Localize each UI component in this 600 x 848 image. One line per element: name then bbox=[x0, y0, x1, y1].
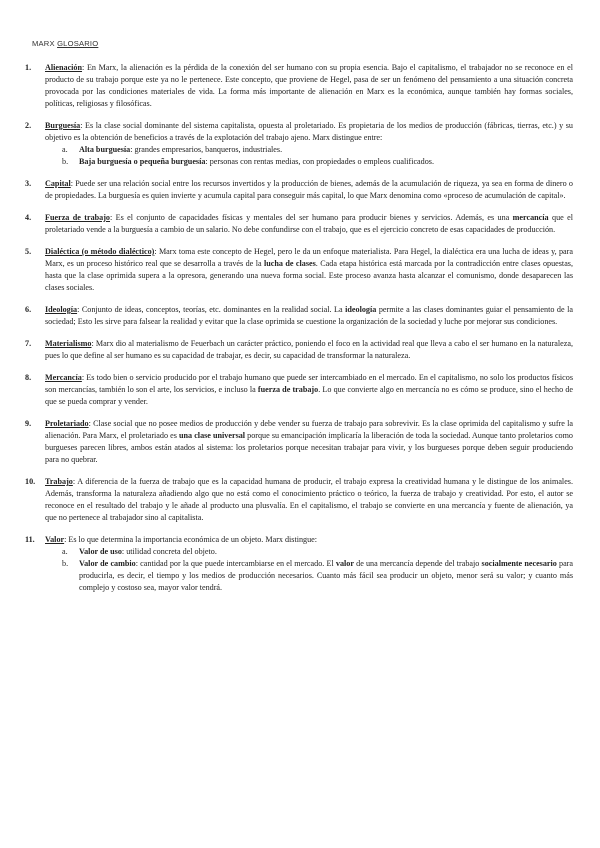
entry-bold: fuerza de trabajo bbox=[257, 385, 319, 394]
sub-text: : personas con rentas medias, con propiedades o empleos cualificados. bbox=[205, 157, 434, 166]
entry-number: 11. bbox=[25, 535, 35, 544]
entry-term: Valor bbox=[45, 535, 65, 544]
entry-body bbox=[45, 338, 573, 362]
entry-number: 2. bbox=[25, 121, 32, 130]
entry-text-2: . Cada etapa histórica está marcada por la contradicción entre clases opuestas, hasta que la clase oprimida supera a la opresora, generando una nueva forma social. Este proceso avanza hasta alcanzar el comunismo, donde desaparecen las clases sociales. bbox=[45, 259, 573, 292]
entry-text: : Es lo que determina la importancia económica de un objeto. Marx distingue: bbox=[64, 535, 318, 544]
entry-bold: mercancía bbox=[512, 213, 549, 222]
entry-body bbox=[45, 476, 573, 524]
entry-text: : Es todo bien o servicio producido por el trabajo humano que puede ser intercambiado en el mercado. En el capitalismo, no solo los productos físicos son mercancías, también lo son el arte, los servicios, e incluso la bbox=[45, 373, 573, 394]
sub-letter: a. bbox=[62, 547, 68, 556]
entry-text: : Conjunto de ideas, conceptos, teorías, etc. dominantes en la realidad social. La bbox=[77, 305, 346, 314]
entry-bold: lucha de clases bbox=[263, 259, 316, 268]
header-glosario: GLOSARIO bbox=[57, 39, 99, 48]
sub-item bbox=[62, 546, 573, 558]
entry-trabajo bbox=[25, 476, 573, 524]
sub-text-3: para producirla, es decir, el tiempo y los medios de producción necesarios. Cuanto más fácil sea producir un objeto, menor será su valor; y cuanto más complejo y costoso sea, mayor valor tendrá. bbox=[79, 559, 573, 592]
entry-number: 4. bbox=[25, 213, 32, 222]
entry-term: Trabajo bbox=[45, 477, 73, 486]
entry-term: Fuerza de trabajo bbox=[45, 213, 110, 222]
entry-number: 7. bbox=[25, 339, 32, 348]
entry-term: Proletariado bbox=[45, 419, 89, 428]
entry-text: : Puede ser una relación social entre los recursos invertidos y la producción de bienes, además de la acumulación de riqueza, ya sea en forma de dinero o de propiedades. La burguesía es quien invierte y acumula capital para conseguir más capital, lo que Marx denomina como «proceso de acumulación de capital». bbox=[45, 179, 573, 200]
entry-text-2: que el proletariado vende a la burguesía a cambio de un salario. No debe confundirse con el trabajo, que es el ejercicio concreto de esas capacidades de producción. bbox=[45, 213, 573, 234]
entry-capital bbox=[25, 178, 573, 202]
entry-number: 9. bbox=[25, 419, 32, 428]
entry-text-2: permite a las clases dominantes guiar el pensamiento de la sociedad; Esto les sirve para falsear la realidad y evitar que la clase oprimida se cuestione la organización de la sociedad y luche por mejorar sus condiciones. bbox=[45, 305, 573, 326]
entry-dialectica bbox=[25, 246, 573, 294]
glossary-list bbox=[25, 62, 573, 594]
sub-text: : grandes empresarios, banqueros, industriales. bbox=[130, 145, 283, 154]
entry-body bbox=[45, 372, 573, 408]
entry-bold: ideología bbox=[345, 305, 377, 314]
entry-text-2: . Lo que convierte algo en mercancía no es cómo se produce, sino el hecho de que se pueda comprar y vender. bbox=[45, 385, 573, 406]
entry-body bbox=[45, 304, 573, 328]
sub-term: Alta burguesía bbox=[79, 145, 131, 154]
entry-number: 3. bbox=[25, 179, 32, 188]
entry-burguesia bbox=[25, 120, 573, 168]
entry-materialismo bbox=[25, 338, 573, 362]
entry-alienacion bbox=[25, 62, 573, 110]
entry-number: 10. bbox=[25, 477, 36, 486]
entry-text: : Es la clase social dominante del sistema capitalista, opuesta al proletariado. Es propietaria de los medios de producción (fábricas, tierras, etc.) y su objetivo es la obtención de beneficios a través de la explotación del trabajo ajeno. Marx distingue entre: bbox=[45, 121, 573, 142]
entry-mercancia bbox=[25, 372, 573, 408]
entry-number: 5. bbox=[25, 247, 32, 256]
sub-bold: valor bbox=[335, 559, 354, 568]
entry-body bbox=[45, 534, 573, 594]
entry-proletariado bbox=[25, 418, 573, 466]
entry-bold: una clase universal bbox=[179, 431, 246, 440]
sub-term: Valor de cambio bbox=[79, 559, 136, 568]
entry-ideologia bbox=[25, 304, 573, 328]
sub-item bbox=[62, 558, 573, 594]
entry-text-2: porque su emancipación implicaría la liberación de toda la sociedad. Aunque tanto proletarios como burgueses parecen libres, ambos están atados al sistema: los proletarios porque necesitan trabajar para vivir, y los burgueses porque deben seguir produciendo para no quebrar. bbox=[45, 431, 573, 464]
sub-letter: b. bbox=[62, 559, 69, 568]
entry-term: Capital bbox=[45, 179, 71, 188]
sub-letter: b. bbox=[62, 157, 69, 166]
entry-number: 6. bbox=[25, 305, 32, 314]
entry-term: Materialismo bbox=[45, 339, 92, 348]
entry-term: Burguesía bbox=[45, 121, 81, 130]
entry-valor bbox=[25, 534, 573, 594]
entry-body bbox=[45, 62, 573, 110]
entry-body bbox=[45, 178, 573, 202]
entry-number: 1. bbox=[25, 63, 32, 72]
sub-term: Baja burguesía o pequeña burguesía bbox=[79, 157, 206, 166]
entry-text: : Es el conjunto de capacidades físicas y mentales del ser humano para producir bienes y servicios. Además, es una bbox=[110, 213, 513, 222]
entry-body bbox=[45, 418, 573, 466]
sub-item bbox=[62, 144, 573, 156]
entry-number: 8. bbox=[25, 373, 32, 382]
sub-term: Valor de uso bbox=[79, 547, 122, 556]
sub-letter: a. bbox=[62, 145, 68, 154]
entry-text: : En Marx, la alienación es la pérdida de la conexión del ser humano con su propia esencia. Bajo el capitalismo, el trabajador no se reconoce en el producto de su trabajo porque este ya no le pertenece. Este concepto, que proviene de Hegel, pasa de ser un fenómeno del pensamiento a una situación concreta provocada por las condiciones materiales de vida. La forma más importante de alienación en Marx es la económica, aunque también hay formas sociales, políticas, religiosas y filosóficas. bbox=[45, 63, 573, 108]
entry-text: : Clase social que no posee medios de producción y debe vender su fuerza de trabajo para sobrevivir. Es la clase oprimida del capitalismo y sufre la alienación. Para Marx, el proletariado es bbox=[45, 419, 573, 440]
entry-text: : A diferencia de la fuerza de trabajo que es la capacidad humana de producir, el trabajo expresa la creatividad humana y le distingue de los animales. Además, transforma la naturaleza añadiendo algo que no está como el conocimiento práctico o teórico, la fuerza de trabajo y creatividad. Por esto, el autor se reconoce en el resultado del trabajo y le añade al producto una plusvalía. En el capitalismo, el trabajo se convierte en una mercancía y fuente de alienación, ya que no pertenece al trabajador sino al capitalista. bbox=[45, 477, 573, 522]
page-header bbox=[32, 39, 98, 48]
sub-text: : cantidad por la que puede intercambiarse en el mercado. El bbox=[135, 559, 336, 568]
entry-term: Mercancía bbox=[45, 373, 82, 382]
entry-fuerza-de-trabajo bbox=[25, 212, 573, 236]
entry-body bbox=[45, 120, 573, 168]
sub-item bbox=[62, 156, 573, 168]
entry-term: Dialéctica (o método dialéctico) bbox=[45, 247, 155, 256]
entry-body bbox=[45, 212, 573, 236]
entry-text: : Marx dio al materialismo de Feuerbach un carácter práctico, poniendo el foco en la actividad real que lleva a cabo el ser humano en la naturaleza, pues lo que define al ser humano es su capacidad de trabajar, es decir, su capacidad de transformar la naturaleza. bbox=[45, 339, 573, 360]
entry-text: : Marx toma este concepto de Hegel, pero le da un enfoque materialista. Para Hegel, la dialéctica era una lucha de ideas y, para Marx, es un proceso histórico real que se desarrolla a través de la bbox=[45, 247, 573, 268]
entry-term: Alienación bbox=[45, 63, 83, 72]
header-title: MARX bbox=[32, 39, 58, 48]
sub-text: : utilidad concreta del objeto. bbox=[121, 547, 217, 556]
entry-term: Ideología bbox=[45, 305, 78, 314]
entry-body bbox=[45, 246, 573, 294]
sub-bold-2: socialmente necesario bbox=[481, 559, 557, 568]
sub-text-2: de una mercancía depende del trabajo bbox=[353, 559, 482, 568]
